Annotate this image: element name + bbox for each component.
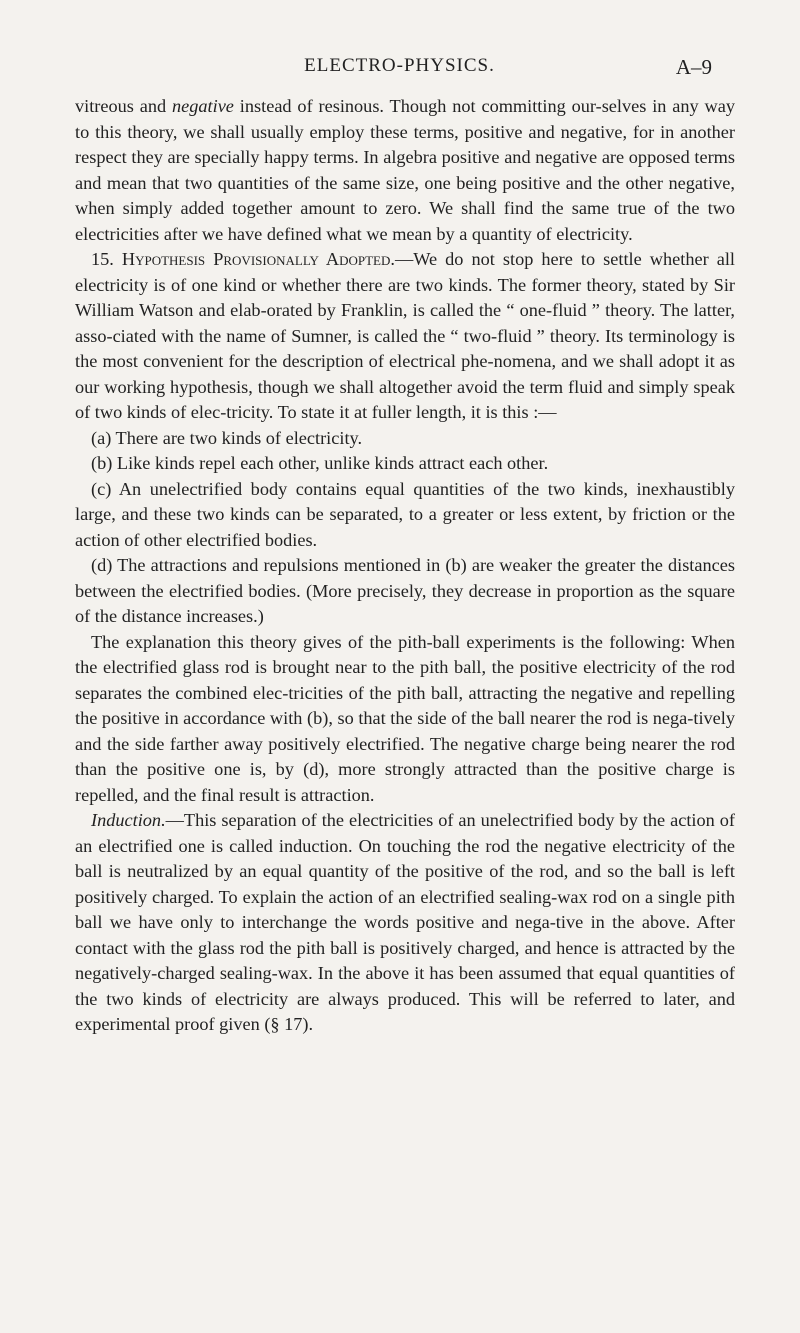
text-run: The explanation this theory gives of the pith-ball experiments is the following: When the electrified glass rod is brought near to the pith ball, the positive electricity of the rod separates the combined elec-tricities of the pith ball, attracting the negative and repelling the positive in accordance with bbox=[75, 631, 735, 728]
item-label: (c) bbox=[91, 478, 112, 499]
running-title: ELECTRO-PHYSICS. bbox=[304, 55, 495, 76]
text-run: , so that the side of the ball nearer the rod is nega-tively and the side farther away positively electrified. The negative charge being nearer the rod than the positive one is, by bbox=[75, 708, 736, 779]
text-run: , more strongly attracted than the positive charge is repelled, and the final result is attraction. bbox=[75, 759, 736, 805]
italic-term: negative bbox=[172, 96, 234, 116]
item-reference: (d) bbox=[303, 759, 325, 779]
item-reference: (b) bbox=[307, 708, 329, 728]
body-text bbox=[75, 94, 735, 1038]
page-number: A–9 bbox=[675, 55, 712, 79]
section-heading-italic: Induction. bbox=[91, 810, 166, 830]
section-heading: 15. Hypothesis Provisionally Adopted. bbox=[91, 249, 395, 269]
paragraph-item-b bbox=[75, 451, 735, 477]
paragraph-induction bbox=[75, 808, 735, 1038]
text-run: —We do not stop here to settle whether all electricity is of one kind or whether there are two kinds. The former theory, stated by Sir William Watson and elab-orated by Franklin, is called the “ one-fluid ” theory. The latter, asso-ciated with the name of Sumner, is called the “ two-fluid ” theory. Its terminology is the most convenient for the description of electrical phe-nomena, and we shall adopt it as our working hypothesis, though we shall altogether avoid the term fluid and simply speak of two kinds of elec-tricity. To state it at fuller length, it is this :— bbox=[75, 249, 735, 422]
paragraph-item-c bbox=[75, 477, 735, 554]
paragraph-item-d bbox=[75, 553, 735, 630]
text-run: Like kinds repel each other, unlike kinds attract each other. bbox=[112, 453, 549, 473]
text-run: The attractions and repulsions mentioned in bbox=[112, 555, 446, 575]
paragraph-explanation bbox=[75, 630, 735, 809]
item-label: (b) bbox=[91, 453, 113, 473]
paragraph-continuation bbox=[75, 94, 735, 247]
item-label: (a) bbox=[91, 427, 112, 448]
text-run: vitreous and bbox=[75, 96, 172, 116]
text-run: are weaker the greater the distances between the electrified bodies. (More precisely, they decrease in proportion as the square of the distance increases.) bbox=[75, 555, 735, 626]
paragraph-item-a bbox=[75, 426, 735, 452]
paragraph-section-15 bbox=[75, 247, 735, 426]
text-run: An unelectrified body contains equal quantities of the two kinds, inexhaustibly large, and these two kinds can be separated, to a greater or less extent, by friction or the action of other electrified bodies. bbox=[75, 478, 735, 550]
item-reference: (b) bbox=[445, 555, 467, 575]
item-label: (d) bbox=[91, 555, 113, 575]
text-run: There are two kinds of electricity. bbox=[111, 427, 363, 448]
page-header bbox=[87, 55, 712, 83]
text-run: —This separation of the electricities of an unelectrified body by the action of an electrified one is called induction. On touching the rod the negative electricity of the ball is neutralized by an equal quantity of the positive of the rod, and so the ball is left positively charged. To explain the action of an electrified sealing-wax rod on a single pith ball we have only to interchange the words positive and nega-tive in the above. After contact with the glass rod the pith ball is positively charged, and hence is attracted by the negatively-charged sealing-wax. In the above it has been assumed that equal quantities of the two kinds of electricity are always produced. This will be referred to later, and experimental proof given (§ 17). bbox=[75, 810, 735, 1034]
text-run: instead of resinous. Though not committing our-selves in any way to this theory, we shall usually employ these terms, positive and negative, for in another respect they are specially happy terms. In algebra positive and negative are opposed terms and mean that two quantities of the same size, one being positive and the other negative, when simply added together amount to zero. We shall find the same true of the two electricities after we have defined what we mean by a quantity of electricity. bbox=[75, 96, 735, 244]
